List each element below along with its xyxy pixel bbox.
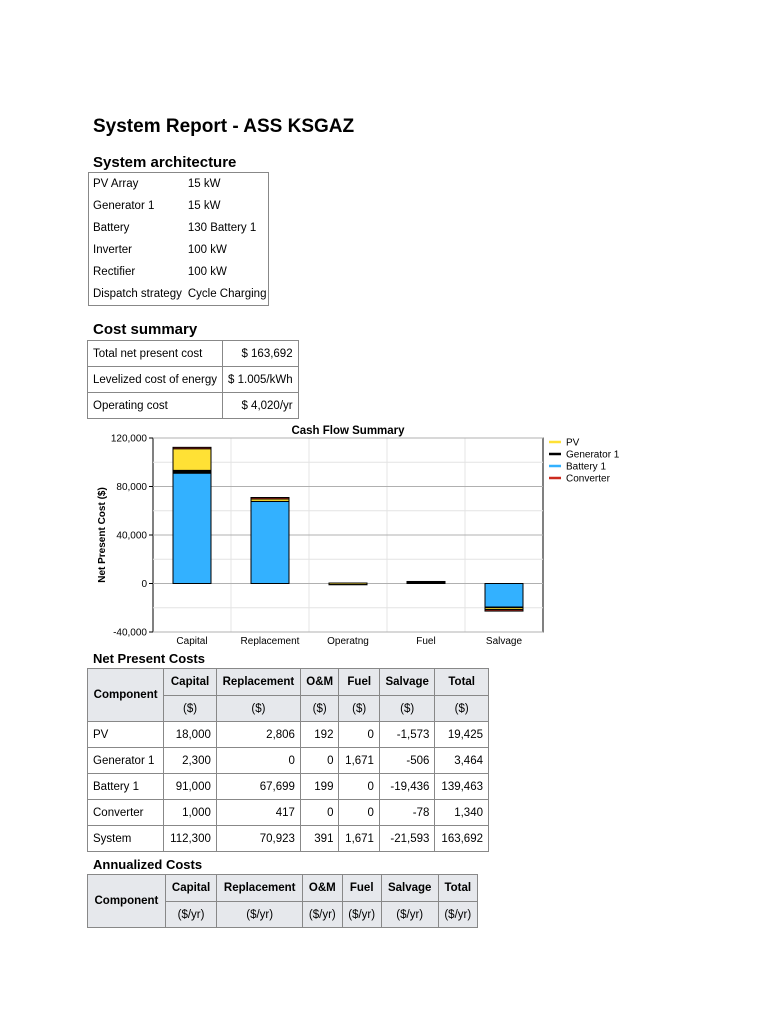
column-header: Replacement bbox=[216, 669, 300, 696]
cost-cell: 1,671 bbox=[339, 748, 379, 774]
cost-cell: 0 bbox=[300, 748, 339, 774]
cost-cell: 417 bbox=[216, 800, 300, 826]
unit-cell: ($/yr) bbox=[303, 902, 342, 928]
cost-value: $ 1.005/kWh bbox=[223, 367, 299, 393]
table-row bbox=[88, 748, 489, 774]
unit-cell: ($) bbox=[216, 696, 300, 722]
y-tick-label: 40,000 bbox=[116, 530, 147, 542]
cost-cell: 91,000 bbox=[164, 774, 217, 800]
y-tick-label: 120,000 bbox=[110, 433, 147, 445]
unit-cell: ($/yr) bbox=[342, 902, 381, 928]
cost-cell: 67,699 bbox=[216, 774, 300, 800]
cost-cell: 18,000 bbox=[164, 722, 217, 748]
bar-segment bbox=[329, 583, 367, 585]
cost-cell: 0 bbox=[339, 722, 379, 748]
architecture-row bbox=[89, 283, 269, 306]
unit-cell: ($) bbox=[379, 696, 434, 722]
architecture-row bbox=[89, 195, 269, 217]
cost-cell: 1,671 bbox=[339, 826, 379, 852]
architecture-value: Cycle Charging bbox=[187, 288, 267, 300]
legend-label: PV bbox=[566, 437, 580, 449]
bar-segment bbox=[485, 610, 523, 612]
cost-cell: 3,464 bbox=[435, 748, 489, 774]
component-name: System bbox=[88, 826, 164, 852]
cost-cell: 19,425 bbox=[435, 722, 489, 748]
table-row bbox=[88, 826, 489, 852]
architecture-row bbox=[89, 217, 269, 239]
unit-cell: ($/yr) bbox=[438, 902, 477, 928]
cost-label: Total net present cost bbox=[88, 341, 223, 367]
x-tick-label: Fuel bbox=[416, 636, 436, 647]
architecture-key: Dispatch strategy bbox=[93, 288, 182, 300]
column-header: Total bbox=[438, 875, 477, 902]
bar-segment bbox=[251, 501, 289, 583]
column-header: Total bbox=[435, 669, 489, 696]
cost-cell: 391 bbox=[300, 826, 339, 852]
x-tick-label: Replacement bbox=[240, 636, 300, 647]
unit-cell: ($/yr) bbox=[217, 902, 303, 928]
bar-segment bbox=[485, 584, 523, 608]
cost-cell: 0 bbox=[339, 774, 379, 800]
cash-flow-chart bbox=[88, 420, 648, 650]
header-row bbox=[88, 875, 478, 902]
architecture-value: 100 kW bbox=[187, 244, 227, 256]
cost-cell: 2,300 bbox=[164, 748, 217, 774]
cost-cell: 0 bbox=[300, 800, 339, 826]
cost-cell: -1,573 bbox=[379, 722, 434, 748]
cost-cell: 0 bbox=[216, 748, 300, 774]
annualized-table bbox=[87, 874, 478, 928]
column-header: Salvage bbox=[381, 875, 438, 902]
legend-label: Generator 1 bbox=[566, 449, 620, 461]
component-name: Converter bbox=[88, 800, 164, 826]
column-header: Salvage bbox=[379, 669, 434, 696]
unit-cell: ($) bbox=[435, 696, 489, 722]
header-row bbox=[88, 669, 489, 696]
architecture-row bbox=[89, 239, 269, 261]
cost-cell: 70,923 bbox=[216, 826, 300, 852]
column-header: O&M bbox=[300, 669, 339, 696]
column-header: Capital bbox=[164, 669, 217, 696]
chart-title: Cash Flow Summary bbox=[291, 425, 405, 437]
y-axis-label: Net Present Cost ($) bbox=[97, 487, 108, 583]
cost-cell: -78 bbox=[379, 800, 434, 826]
bar-segment bbox=[251, 498, 289, 500]
column-header: Capital bbox=[165, 875, 216, 902]
cost-row bbox=[88, 367, 299, 393]
annualized-heading: Annualized Costs bbox=[93, 857, 203, 872]
cost-cell: -21,593 bbox=[379, 826, 434, 852]
component-header: Component bbox=[88, 669, 164, 722]
cost-cell: 1,000 bbox=[164, 800, 217, 826]
cost-cell: 1,340 bbox=[435, 800, 489, 826]
npc-table bbox=[87, 668, 489, 852]
x-tick-label: Salvage bbox=[485, 636, 523, 647]
unit-cell: ($) bbox=[339, 696, 379, 722]
architecture-value: 15 kW bbox=[187, 178, 221, 190]
table-row bbox=[88, 722, 489, 748]
cost-row bbox=[88, 393, 299, 419]
y-tick-label: 0 bbox=[141, 579, 147, 590]
cost-cell: 2,806 bbox=[216, 722, 300, 748]
cost-row bbox=[88, 341, 299, 367]
cost-value: $ 163,692 bbox=[223, 341, 299, 367]
cost-cell: 139,463 bbox=[435, 774, 489, 800]
cost-cell: 199 bbox=[300, 774, 339, 800]
architecture-row bbox=[89, 261, 269, 283]
bar-segment bbox=[407, 581, 445, 583]
cost-cell: -506 bbox=[379, 748, 434, 774]
architecture-value: 130 Battery 1 bbox=[187, 222, 257, 234]
x-tick-label: Operatng bbox=[327, 636, 369, 647]
bar-segment bbox=[173, 473, 211, 583]
y-tick-label: 80,000 bbox=[116, 482, 147, 493]
column-header: O&M bbox=[303, 875, 342, 902]
cost-cell: 192 bbox=[300, 722, 339, 748]
cost-value: $ 4,020/yr bbox=[223, 393, 299, 419]
architecture-row bbox=[89, 173, 269, 196]
unit-cell: ($) bbox=[300, 696, 339, 722]
component-header: Component bbox=[88, 875, 166, 928]
column-header: Replacement bbox=[217, 875, 303, 902]
architecture-key: Inverter bbox=[93, 244, 132, 256]
unit-cell: ($/yr) bbox=[381, 902, 438, 928]
unit-cell: ($) bbox=[164, 696, 217, 722]
legend-label: Battery 1 bbox=[566, 461, 607, 473]
unit-cell: ($/yr) bbox=[165, 902, 216, 928]
cost-cell: 0 bbox=[339, 800, 379, 826]
column-header: Fuel bbox=[342, 875, 381, 902]
table-row bbox=[88, 774, 489, 800]
cost-summary-table bbox=[87, 340, 299, 419]
cost-summary-heading: Cost summary bbox=[93, 321, 198, 338]
component-name: Generator 1 bbox=[88, 748, 164, 774]
component-name: Battery 1 bbox=[88, 774, 164, 800]
y-tick-label: -40,000 bbox=[113, 627, 147, 639]
bar-segment bbox=[173, 447, 211, 449]
architecture-heading: System architecture bbox=[93, 154, 237, 171]
report-title: System Report - ASS KSGAZ bbox=[93, 116, 355, 137]
cost-label: Levelized cost of energy bbox=[88, 367, 223, 393]
cost-cell: 112,300 bbox=[164, 826, 217, 852]
architecture-key: PV Array bbox=[93, 178, 139, 190]
npc-heading: Net Present Costs bbox=[93, 651, 205, 666]
cost-label: Operating cost bbox=[88, 393, 223, 419]
x-tick-label: Capital bbox=[176, 636, 208, 647]
bar-segment bbox=[173, 449, 211, 471]
architecture-table bbox=[88, 172, 269, 306]
architecture-value: 15 kW bbox=[187, 200, 221, 212]
cost-cell: -19,436 bbox=[379, 774, 434, 800]
cost-cell: 163,692 bbox=[435, 826, 489, 852]
table-row bbox=[88, 800, 489, 826]
architecture-key: Battery bbox=[93, 222, 130, 234]
architecture-key: Rectifier bbox=[93, 266, 136, 278]
component-name: PV bbox=[88, 722, 164, 748]
legend-label: Converter bbox=[566, 473, 610, 485]
column-header: Fuel bbox=[339, 669, 379, 696]
architecture-value: 100 kW bbox=[187, 266, 227, 278]
architecture-key: Generator 1 bbox=[93, 200, 155, 212]
